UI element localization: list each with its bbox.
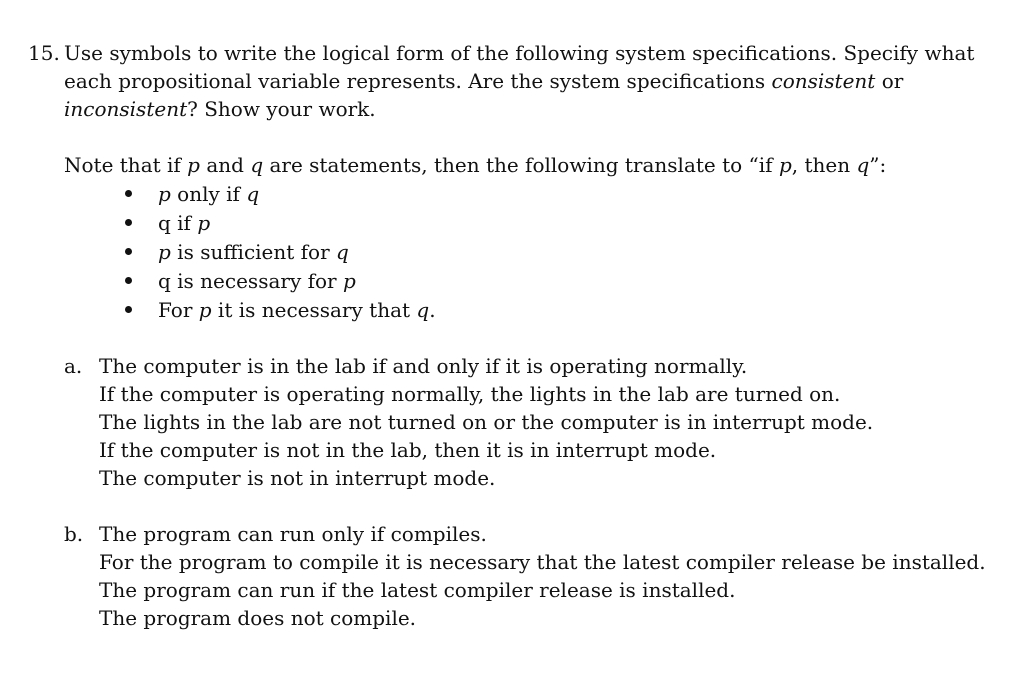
- var-q: q: [246, 182, 260, 206]
- problem-line-2-text: each propositional variable represents. Are the system specifications: [64, 69, 772, 93]
- note-var-p: p: [187, 153, 200, 177]
- item-text: q is necessary for: [158, 269, 343, 293]
- item-text: For: [158, 298, 199, 322]
- list-item-text: [158, 238, 349, 266]
- part-a-label: a.: [64, 354, 83, 378]
- part-a-line-4: If the computer is not in the lab, then it is in interrupt mode.: [99, 438, 717, 462]
- bullet-dot: [125, 248, 132, 255]
- var-p: p: [198, 298, 212, 322]
- consistent-word: consistent: [771, 69, 876, 93]
- inconsistent-word: inconsistent: [64, 97, 188, 121]
- part-a-line-2: If the computer is operating normally, the lights in the lab are turned on.: [99, 382, 841, 406]
- var-q: q: [416, 298, 430, 322]
- bullet-dot: [125, 306, 132, 313]
- list-item-text: [158, 180, 259, 208]
- part-b-label: b.: [64, 522, 84, 546]
- item-text: is sufficient for: [170, 240, 337, 264]
- var-p: p: [197, 211, 211, 235]
- list-item-text: [158, 267, 356, 295]
- var-p: p: [158, 182, 171, 206]
- note-and: and: [199, 153, 251, 177]
- item-text: it is necessary that: [211, 298, 417, 322]
- part-b-line-4: The program does not compile.: [99, 606, 417, 630]
- note-line: [64, 151, 886, 179]
- note-end: ”:: [869, 153, 887, 177]
- problem-line-1: Use symbols to write the logical form of the following system specifications. Specify what: [64, 41, 975, 65]
- bullet-dot: [125, 190, 132, 197]
- part-b-line-1: The program can run only if compiles.: [99, 522, 487, 546]
- part-a-line-1: The computer is in the lab if and only if it is operating normally.: [99, 354, 748, 378]
- problem-line-2: [64, 67, 903, 95]
- problem-line-3-end: ? Show your work.: [187, 97, 376, 121]
- note-pre: Note that if: [64, 153, 188, 177]
- bullet-dot: [125, 277, 132, 284]
- note-mid: are statements, then the following translate to “if: [263, 153, 779, 177]
- note-comma: , then: [791, 153, 857, 177]
- var-q: q: [336, 240, 349, 264]
- note-var-q2: q: [856, 153, 870, 177]
- part-b-line-3: The program can run if the latest compiler release is installed.: [99, 578, 736, 602]
- problem-line-3: [64, 95, 376, 123]
- problem-number: 15.: [28, 41, 60, 65]
- list-item-text: [158, 296, 436, 324]
- var-p: p: [342, 269, 356, 293]
- var-p: p: [158, 240, 171, 264]
- part-b-line-2: For the program to compile it is necessary that the latest compiler release be installed.: [99, 550, 986, 574]
- item-text: q if: [158, 211, 198, 235]
- note-var-p2: p: [778, 153, 792, 177]
- problem-line-2-end: or: [875, 69, 904, 93]
- bullet-dot: [125, 219, 132, 226]
- list-item-text: [158, 209, 210, 237]
- item-text: only if: [170, 182, 247, 206]
- part-a-line-3: The lights in the lab are not turned on or the computer is in interrupt mode.: [99, 410, 874, 434]
- part-a-line-5: The computer is not in interrupt mode.: [99, 466, 496, 490]
- item-text: .: [429, 298, 436, 322]
- note-var-q: q: [250, 153, 264, 177]
